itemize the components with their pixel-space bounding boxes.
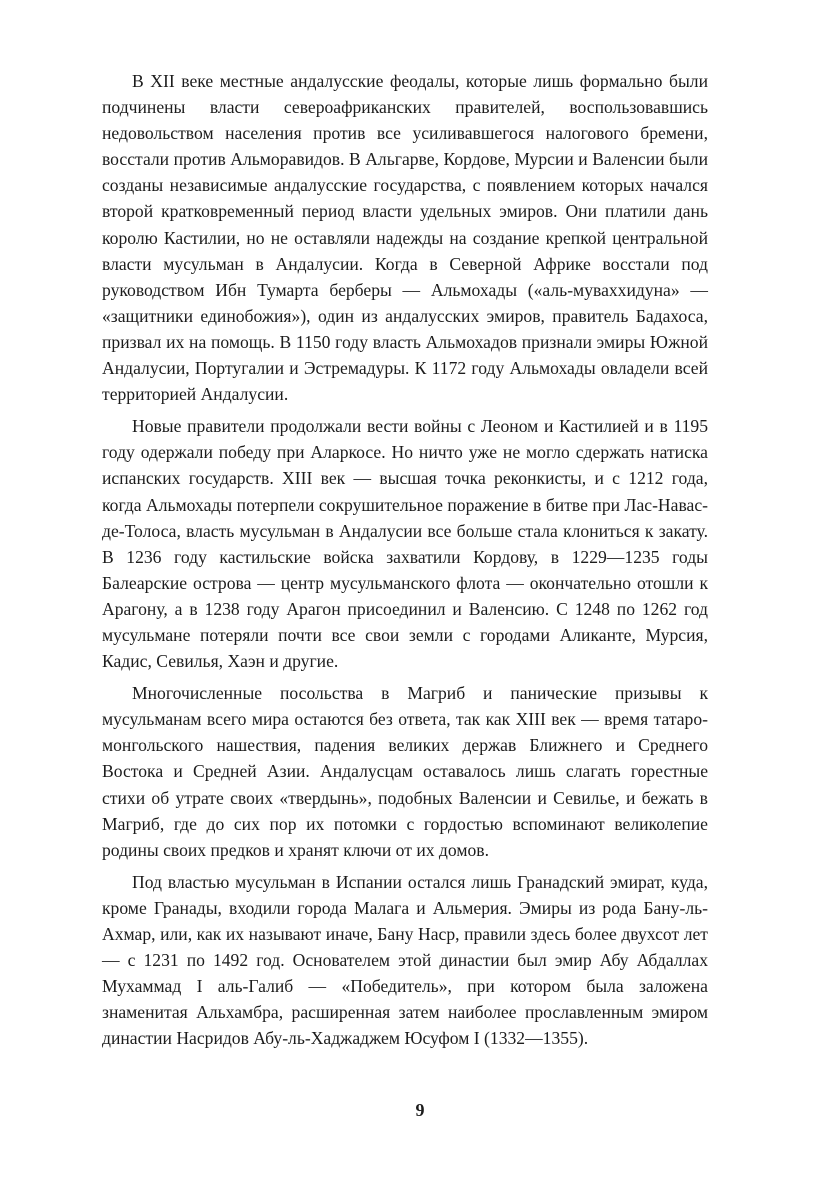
page-number: 9	[415, 1100, 425, 1120]
paragraph-granada-emirate: Под властью мусульман в Испании остался лишь Гранадский эмират, куда, кроме Гранады, входили города Малага и Альмерия. Эмиры из рода Бану-ль-Ахмар, или, как их называют иначе, Бану Наср, правили здесь более двухсот лет — с 1231 по 1492 год. Основателем этой династии был эмир Абу Абдаллах Мухаммад I аль-Галиб — «Победитель», при котором была заложена знаменитая Альхамбра, расширенная затем наиболее прославленным эмиром династии Насридов Абу-ль-Хаджаджем Юсуфом I (1332—1355).	[102, 871, 708, 1049]
page-body	[102, 68, 708, 1057]
paragraph-almohads: В XII веке местные андалусские феодалы, которые лишь формально были подчинены власти североафриканских правителей, воспользовавшись недовольством населения против все усиливавшегося налогового бремени, восстали против Альморавидов. В Альгарве, Кордове, Мурсии и Валенсии были созданы независимые андалусские государства, с появлением которых начался второй кратковременный период власти удельных эмиров. Они платили дань королю Кастилии, но не оставляли надежды на создание крепкой центральной власти мусульман в Андалусии. Когда в Северной Африке восстали под руководством Ибн Тумарта берберы — Альмохады («аль-муваххидуна» — «защитники единобожия»), один из андалусских эмиров, правитель Бадахоса, призвал их на помощь. В 1150 году власть Альмохадов признали эмиры Южной Андалусии, Португалии и Эстремадуры. К 1172 году Альмохады овладели всей территорией Андалусии.	[102, 71, 708, 405]
paragraph-reconquista: Новые правители продолжали вести войны с Леоном и Кастилией и в 1195 году одержали победу при Аларкосе. Но ничто уже не могло сдержать натиска испанских государств. XIII век — высшая точка реконкисты, и с 1212 года, когда Альмохады потерпели сокрушительное поражение в битве при Лас-Навас-де-Толоса, власть мусульман в Андалусии все больше стала клониться к закату. В 1236 году кастильские войска захватили Кордову, в 1229—1235 годы Балеарские острова — центр мусульманского флота — окончательно отошли к Арагону, а в 1238 году Арагон присоединил и Валенсию. С 1248 по 1262 год мусульмане потеряли почти все свои земли с городами Аликанте, Мурсия, Кадис, Севилья, Хаэн и другие.	[102, 416, 708, 672]
paragraph-maghrib-embassies: Многочисленные посольства в Магриб и панические призывы к мусульманам всего мира остаются без ответа, так как XIII век — время татаро-монгольского нашествия, падения великих держав Ближнего и Среднего Востока и Средней Азии. Андалусцам оставалось лишь слагать горестные стихи об утрате своих «твердынь», подобных Валенсии и Севилье, и бежать в Магриб, где до сих пор их потомки с гордостью вспоминают великолепие родины своих предков и хранят ключи от их домов.	[102, 683, 708, 860]
